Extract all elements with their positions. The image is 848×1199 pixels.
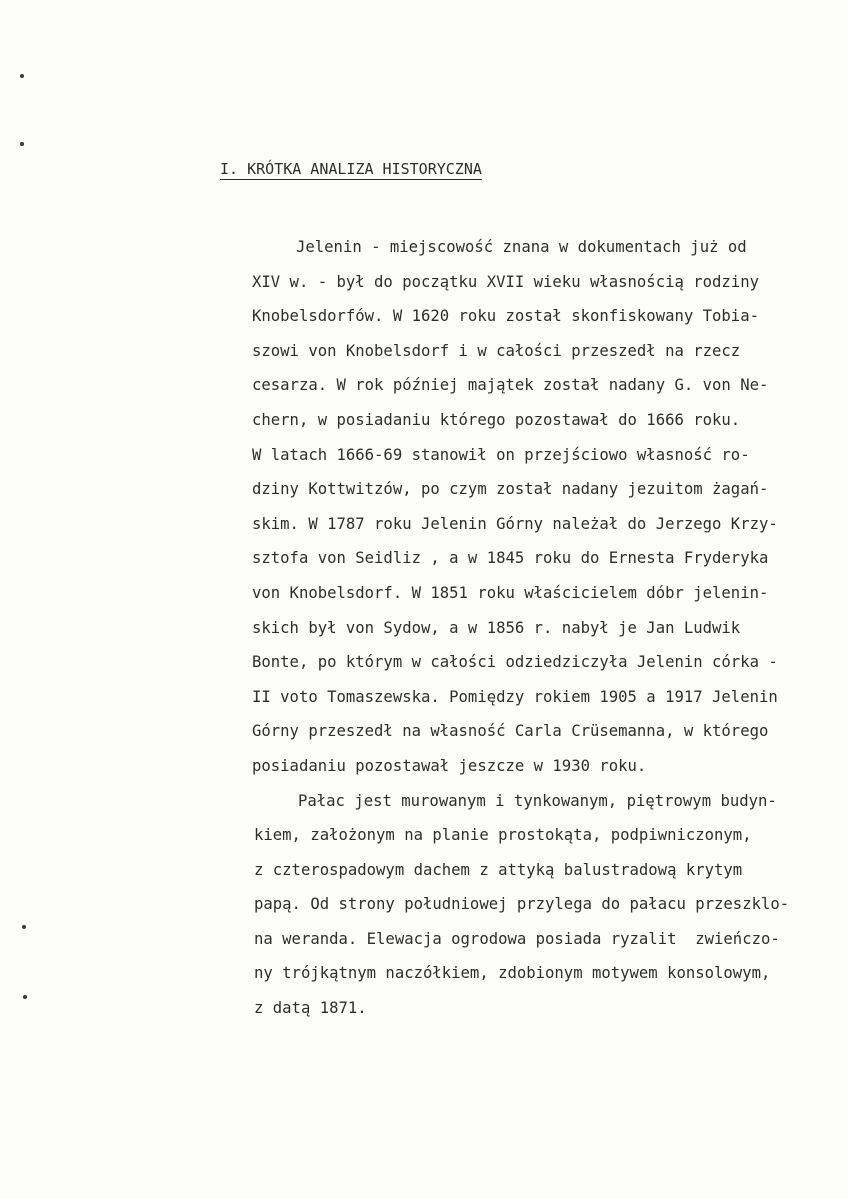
text-line: z czterospadowym dachem z attyką balustradową krytym [254,860,743,879]
section-heading: I. KRÓTKA ANALIZA HISTORYCZNA [220,160,482,178]
text-line: W latach 1666-69 stanowił on przejściowo własność ro- [252,445,750,464]
margin-mark [20,74,24,78]
paragraph-history [252,230,838,784]
text-line: sztofa von Seidliz , a w 1845 roku do Ernesta Fryderyka [252,549,769,568]
text-line: skim. W 1787 roku Jelenin Górny należał do Jerzego Krzy- [252,514,778,533]
margin-mark [22,925,26,929]
text-line: Jelenin - miejscowość znana w dokumentach już od [296,238,747,256]
document-body [252,230,838,1026]
text-line: XIV w. - był do początku XVII wieku własnością rodziny [252,272,759,291]
text-line: kiem, założonym na planie prostokąta, podpiwniczonym, [254,826,752,845]
text-line: na weranda. Elewacja ogrodowa posiada ryzalit zwieńczo- [254,929,780,948]
paragraph-palace [254,784,838,1026]
text-line: szowi von Knobelsdorf i w całości przeszedł na rzecz [252,341,741,360]
text-line: Bonte, po którym w całości odziedziczyła Jelenin córka - [252,653,778,672]
text-line: chern, w posiadaniu którego pozostawał do 1666 roku. [252,410,741,429]
text-line: Górny przeszedł na własność Carla Crüsemanna, w którego [252,722,769,741]
text-line: dziny Kottwitzów, po czym został nadany jezuitom żagań- [252,480,769,499]
text-line: von Knobelsdorf. W 1851 roku właścicielem dóbr jelenin- [252,583,769,602]
text-line: cesarza. W rok później majątek został nadany G. von Ne- [252,376,769,395]
text-line: skich był von Sydow, a w 1856 r. nabył je Jan Ludwik [252,618,741,637]
margin-mark [23,995,27,999]
text-line: z datą 1871. [254,999,367,1018]
margin-mark [20,142,24,146]
text-line: ny trójkątnym naczółkiem, zdobionym motywem konsolowym, [254,964,771,983]
text-line: papą. Od strony południowej przylega do pałacu przeszklo- [254,895,790,914]
text-line: Knobelsdorfów. W 1620 roku został skonfiskowany Tobia- [252,307,759,326]
text-line: II voto Tomaszewska. Pomiędzy rokiem 1905 a 1917 Jelenin [252,687,778,706]
text-line: Pałac jest murowanym i tynkowanym, piętrowym budyn- [298,791,777,810]
text-line: posiadaniu pozostawał jeszcze w 1930 roku. [252,756,647,775]
